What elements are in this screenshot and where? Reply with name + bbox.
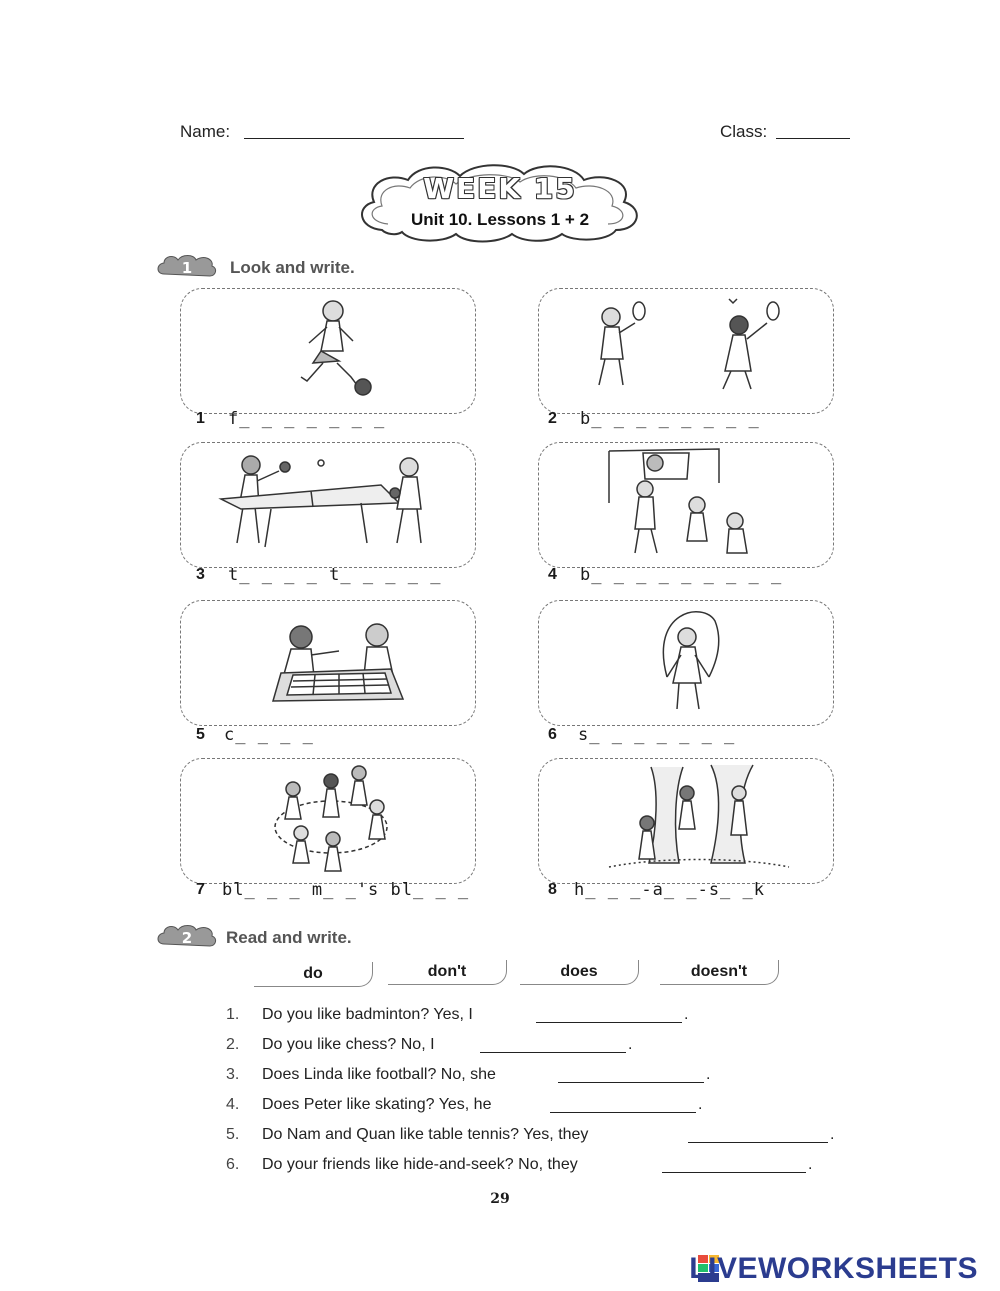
item-number-6: 6: [548, 726, 557, 743]
word-hint-3[interactable]: t_ _ _ _ t_ _ _ _ _: [228, 565, 442, 585]
question-text: Does Linda like football? No, she: [262, 1066, 496, 1083]
question-text: Do you like chess? No, I: [262, 1036, 435, 1053]
badminton-picture-icon: [539, 289, 833, 413]
chess-picture-icon: [181, 601, 475, 725]
question-text: Do Nam and Quan like table tennis? Yes, they: [262, 1126, 589, 1143]
question-end: .: [628, 1036, 633, 1053]
answer-blank-6[interactable]: [662, 1172, 806, 1173]
hide-and-seek-picture-icon: [539, 759, 833, 883]
title-cloud: [352, 162, 648, 244]
answer-blank-3[interactable]: [558, 1082, 704, 1083]
picture-box-3: [180, 442, 476, 568]
word-bank-dont[interactable]: don't: [388, 960, 507, 985]
item-number-2: 2: [548, 410, 557, 427]
brand-name[interactable]: LIVEWORKSHEETS: [689, 1252, 978, 1285]
question-number: 1.: [226, 1006, 240, 1023]
unit-title: Unit 10. Lessons 1 + 2: [410, 210, 590, 229]
word-hint-2[interactable]: b_ _ _ _ _ _ _ _: [580, 409, 760, 429]
word-hint-4[interactable]: b_ _ _ _ _ _ _ _ _: [580, 565, 783, 585]
skipping-picture-icon: [539, 601, 833, 725]
answer-blank-4[interactable]: [550, 1112, 696, 1113]
page-number: 29: [490, 1191, 510, 1207]
question-end: .: [830, 1126, 835, 1143]
question-end: .: [698, 1096, 703, 1113]
class-label: Class:: [720, 122, 768, 141]
item-number-7: 7: [196, 881, 205, 898]
word-hint-8[interactable]: h_ _ _-a_ _-s_ _k: [574, 880, 765, 900]
class-field[interactable]: [776, 138, 850, 139]
word-hint-1[interactable]: f_ _ _ _ _ _ _: [228, 409, 386, 429]
question-number: 3.: [226, 1066, 240, 1083]
name-label: Name:: [180, 122, 231, 141]
picture-box-1: [180, 288, 476, 414]
word-hint-5[interactable]: c_ _ _ _: [224, 725, 314, 745]
question-text: Do your friends like hide-and-seek? No, they: [262, 1156, 578, 1173]
question-text: Do you like badminton? Yes, I: [262, 1006, 473, 1023]
item-number-1: 1: [196, 410, 205, 427]
section-1-badge-icon: [156, 254, 218, 280]
word-bank-doesnt[interactable]: doesn't: [660, 960, 779, 985]
picture-box-6: [538, 600, 834, 726]
week-title: WEEK 15: [423, 172, 577, 205]
question-end: .: [684, 1006, 689, 1023]
blind-mans-bluff-picture-icon: [181, 759, 475, 883]
word-bank-do[interactable]: do: [254, 962, 373, 987]
section-2-title: Read and write.: [226, 928, 352, 947]
picture-box-2: [538, 288, 834, 414]
answer-blank-2[interactable]: [480, 1052, 626, 1053]
word-hint-7[interactable]: bl_ _ _ m_ _'s bl_ _ _: [222, 880, 470, 900]
item-number-8: 8: [548, 881, 557, 898]
question-number: 6.: [226, 1156, 240, 1173]
section-1-title: Look and write.: [230, 258, 355, 277]
question-end: .: [706, 1066, 711, 1083]
picture-box-7: [180, 758, 476, 884]
question-number: 5.: [226, 1126, 240, 1143]
picture-box-8: [538, 758, 834, 884]
answer-blank-5[interactable]: [688, 1142, 828, 1143]
question-end: .: [808, 1156, 813, 1173]
basketball-picture-icon: [539, 443, 833, 567]
section-2-badge-icon: [156, 924, 218, 950]
question-text: Does Peter like skating? Yes, he: [262, 1096, 492, 1113]
picture-box-4: [538, 442, 834, 568]
question-number: 2.: [226, 1036, 240, 1053]
word-hint-6[interactable]: s_ _ _ _ _ _ _: [578, 725, 736, 745]
picture-box-5: [180, 600, 476, 726]
name-field[interactable]: [244, 138, 464, 139]
question-number: 4.: [226, 1096, 240, 1113]
item-number-4: 4: [548, 566, 557, 583]
answer-blank-1[interactable]: [536, 1022, 682, 1023]
item-number-5: 5: [196, 726, 205, 743]
word-bank-does[interactable]: does: [520, 960, 639, 985]
table-tennis-picture-icon: [181, 443, 475, 567]
section-1-number: 1: [181, 259, 193, 277]
section-2-number: 2: [181, 929, 193, 947]
football-picture-icon: [181, 289, 475, 413]
item-number-3: 3: [196, 566, 205, 583]
